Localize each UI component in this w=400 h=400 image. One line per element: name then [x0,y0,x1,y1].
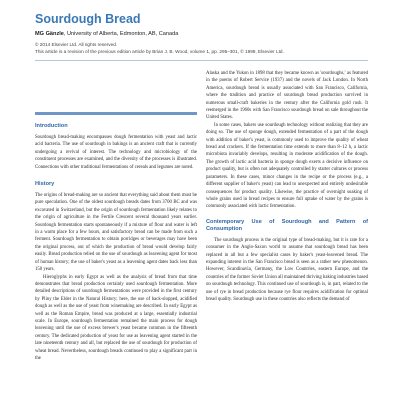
right-paragraph-1: Alaska and the Yukon in 1898 that they became known as 'sourdoughs,' as featured in the poems of Robert Service (1937) and the novels of Jack London. In North America, sourdough bread is usually associated with San Francisco, California, where the tradition and practice of sourdough bread production survived in numerous small-craft bakeries in the century after the California gold rush. It reemerged in the 1960s with San Francisco sourdough bread on sale throughout the United States. [206,71,368,121]
author-affiliation: , University of Alberta, Edmonton, AB, Canada [63,31,179,37]
introduction-text: Sourdough bread-making encompasses dough fermentation with yeast and lactic acid bacteria. The use of sourdough in bakings is an ancient craft that is currently undergoing a revival of interest. The technology and microbiology of the constituent processes are examined, and the diversity of the processes is illustrated. Connections with other traditional fermentations of cereals and legumes are noted. [35,135,197,170]
article-title: Sourdough Bread [35,12,141,26]
section-accent-rule [35,112,197,115]
author-name: MG Gänzle [35,31,64,37]
right-paragraph-2: In some cases, bakers use sourdough technology without realizing that they are doing so. The use of sponge dough, extended fermentation of a part of the dough with addition of baker's yeast, is commonly used to improve the quality of wheat bread and crackers. If the fermentation time extends to more than 8–12 h, a lactic microbiota invariably develops, resulting in moderate acidification of the dough. The growth of lactic acid bacteria in sponge dough exerts a decisive influence on product quality, but is often not adequately controlled by starter cultures or process parameters. In these cases, minor changes in the recipe or the process (e.g., a different supplier of baker's yeast) can lead to unexpected and entirely undesirable consequences for product quality. Likewise, the practice of overnight soaking of whole grains used in bread recipes to ensure full uptake of water by the grains is commonly associated with lactic fermentation. [206,122,368,210]
revision-note: This article is a revision of the previous edition article by Brian J. B. Wood, volume 1, pp. 295–301, © 1999, Elsevier Ltd. [35,49,284,54]
contemporary-heading: Contemporary Use of Sourdough and Pattern of Consumption [206,218,368,232]
history-paragraph-2: Hieroglyphs in early Egypt as well as the analysis of bread from that time demonstrates that bread production certainly used sourdough fermentation. More detailed descriptions of sourdough fermentations were provided in the first century by Pliny the Elder in the Natural History; here, the use of back-slopped, acidified dough as well as the use of yeast from winemaking are described. In early Egypt as well as the Roman Empire, bread was produced at a large, essentially industrial scale. In Europe, sourdough fermentation remained the main process for dough leavening until the use of excess brewer's yeast became common in the fifteenth century. The dedicated production of yeast for use as leavening agent started in the late nineteenth century and all, but replaced the use of sourdough for production of wheat bread. Nevertheless, sourdough breads continued to play a significant part in the [35,274,197,361]
left-column [35,123,197,362]
header-divider [35,60,368,61]
contemporary-text: The sourdough process is the original type of bread-making, but it is rare for a consumer in the Anglo-Saxon world to assume that sourdough bread has been replaced in all but a few specialist cases by baker's yeast-leavened bread. The expanding interest in the San Francisco bread is seen as a rather new phenomenon. However, Scandinavia, Germany, the Low Countries, eastern Europe, and the countries of the former Soviet Union all maintained thriving baking industries based on sourdough technology. This continued use of sourdough is, in part, related to the use of rye in bread production because rye flour requires acidification for optimal bread quality. Sourdough use in these countries also reflects the demand of [206,237,368,302]
copyright-line: © 2014 Elsevier Ltd. All rights reserved. [35,42,118,47]
history-heading: History [35,181,55,188]
introduction-heading: Introduction [35,123,68,129]
history-paragraph-1: The origins of bread-making are so ancient that everything said about them must be pure speculation. One of the oldest sourdough breads dates from 3700 BC and was excavated in Switzerland, but the origin of sourdough fermentation likely relates to the origin of agriculture in the Fertile Crescent several thousand years earlier. Sourdough fermentation starts spontaneously if a mixture of flour and water is left in a warm place for a few hours, and satisfactory bread can be made from such a ferment. Sourdough fermentation to obtain porridges or beverages may have been the original process, out of which the production of bread would develop fairly easily. Bread production relied on the use of sourdough as leavening agent for most of human history; the use of baker's yeast as a leavening agent dates back less than 150 years. [35,193,197,273]
right-column [206,70,368,303]
author-line [35,31,178,37]
